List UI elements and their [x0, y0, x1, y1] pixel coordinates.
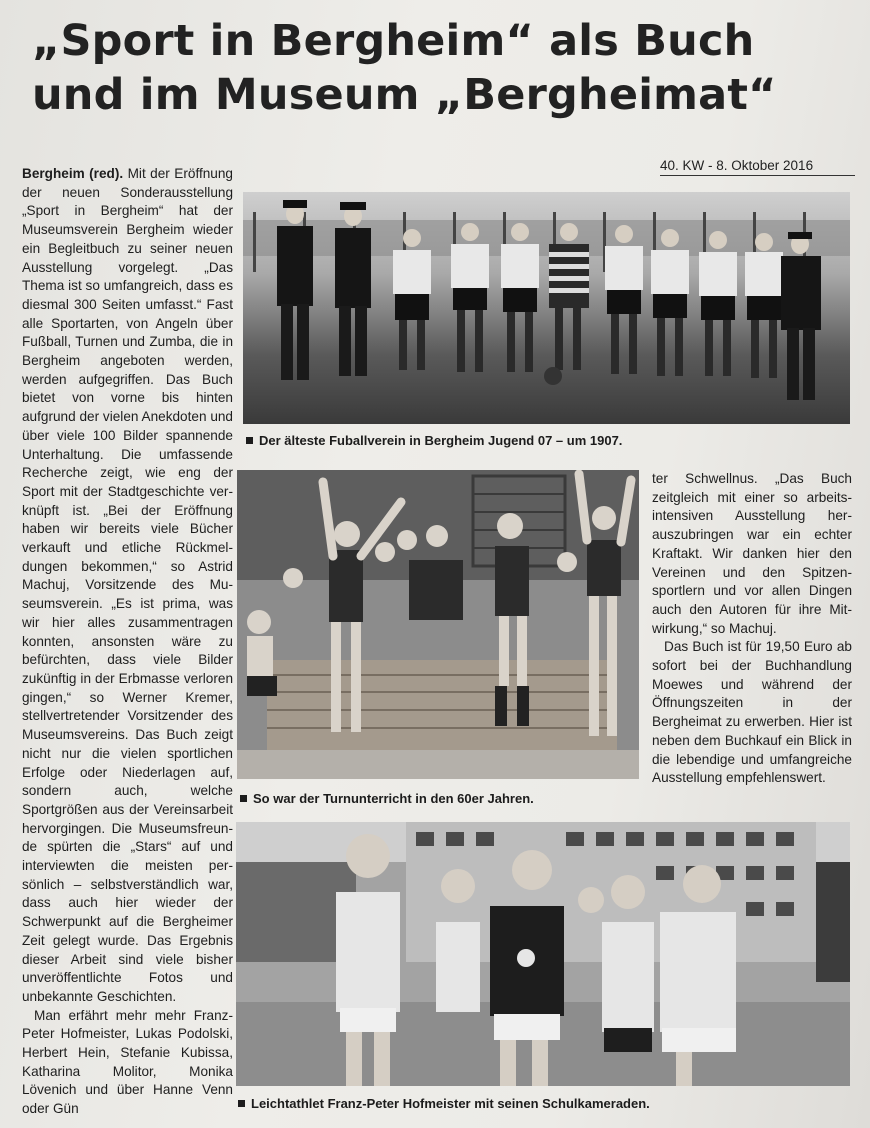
headline-line-1: „Sport in Bergheim“ als Buch	[32, 16, 755, 66]
photo-gymnastics-class-60s	[237, 470, 639, 779]
article-paragraph-3: ter Schwellnus. „Das Buch zeitgleich mit einer so arbeitsintensiven Ausstellung herauszubringen war ein echter Kraftakt. Wir danken hier den Vereinen und den Spitzensportlern und vor allen Dingen auch den Autoren für ihre Mitwirkung,“ so Machuj.	[652, 471, 852, 636]
photo-1-caption-text: Der älteste Fuballverein in Bergheim Jugend 07 – um 1907.	[259, 433, 623, 448]
article-paragraph-1: Mit der Eröffnung der neuen Sonderausstellung „Sport in Bergheim“ hat der Museumsverein Bergheim wieder ein Begleitbuch zu seiner neuen Ausstellung vorgelegt. „Das Thema ist so umfangreich, dass es diesmal 300 Seiten umfasst.“ Fast alle Sportarten, von Angeln über Fußball, Turnen und Zumba, die in Bergheim angeboten werden, werden aufgegriffen. Das Buch bietet von vorne bis hinten aufgrund der vielen Anekdoten und über viele 100 Bilder spannende Unterhaltung. Die umfassende Recherche zeigt, wie eng der Sport mit der Stadtgeschichte verknüpft ist. „Bei der Eröffnung haben wir bereits viele Bücher verkauft und etliche Rückmeldungen bekommen,“ so Astrid Machuj, Vorsitzende des Museumsverein. „Es ist prima, was wir hier alles zusammentragen konnten, ansonsten wäre zu befürchten, dass viele Bilder zukünftig in der Erbmasse verloren gingen,“ so Werner Kremer, stellvertretender Vorsitzender des Museumsvereins. Das Buch zeigt nicht nur die vielen sportlichen Erfolge oder Niederlagen auf, sondern auch, welche Sportgrößen aus der Vereinsarbeit hervorgingen. Die Museumsfreunde spürten die „Stars“ auf und interviewten die meisten persönlich – selbstverständlich war, dass auch hier wieder der Schwerpunkt auf die Bergheimer Zeit gelegt wurde. Das Ergebnis dieser Arbeit sind viele bisher unveröffentlichte Fotos und unbekannte Geschichten.	[22, 166, 233, 1004]
article-column-right	[652, 470, 852, 788]
article-column-left	[22, 165, 233, 1119]
photo-runners-hofmeister	[236, 822, 850, 1086]
article-paragraph-2: Man erfährt mehr mehr Franz-Peter Hofmeister, Lukas Podolski, Herbert Hein, Stefanie Kubissa, Katharina Molitor, Monika Lövenich und über Hanne Venn oder Gün	[22, 1007, 233, 1117]
photo-2-caption-text: So war der Turnunterricht in den 60er Jahren.	[253, 791, 534, 806]
dateline: 40. KW - 8. Oktober 2016	[660, 158, 855, 176]
headline-line-2: und im Museum „Bergheimat“	[32, 70, 777, 120]
photo-1-caption	[246, 433, 622, 448]
photo-3-caption	[238, 1096, 650, 1111]
caption-bullet-icon	[238, 1100, 245, 1107]
article-paragraph-4: Das Buch ist für 19,50 Euro ab sofort bei der Buchhandlung Moewes und während der Öffnungszeiten in der Bergheimat zu erwerben. Hier ist neben dem Buchkauf ein Blick in die lebendige und umfangreiche Ausstellung empfehlenswert.	[652, 639, 852, 786]
caption-bullet-icon	[246, 437, 253, 444]
article-lead: Bergheim (red).	[22, 166, 124, 181]
caption-bullet-icon	[240, 795, 247, 802]
photo-2-caption	[240, 791, 534, 806]
headline	[32, 14, 852, 122]
photo-football-team-1907	[243, 192, 850, 424]
photo-3-caption-text: Leichtathlet Franz-Peter Hofmeister mit seinen Schulkameraden.	[251, 1096, 650, 1111]
